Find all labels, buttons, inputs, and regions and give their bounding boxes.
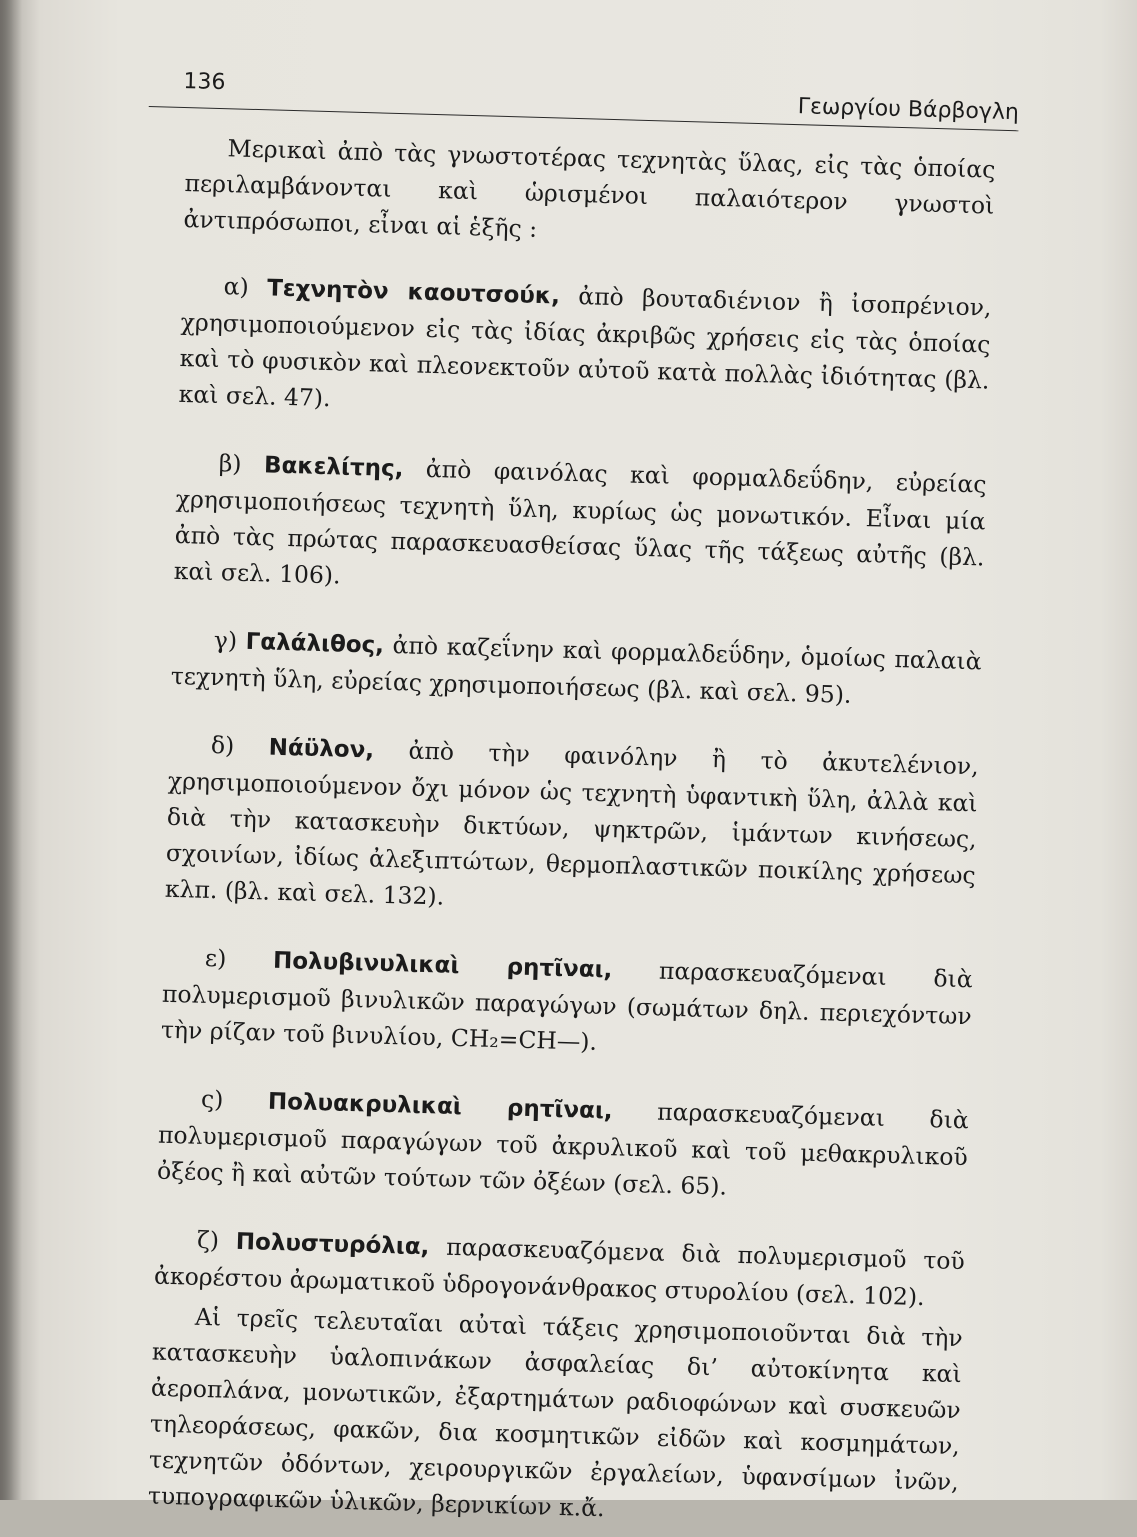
item-marker: δ) bbox=[210, 730, 235, 760]
item-term: Πολυστυρόλια, bbox=[235, 1228, 430, 1261]
running-title: Γεωργίου Βάρβογλη bbox=[797, 94, 1020, 126]
item-text: παρασκευαζόμεναι διὰ πολυμερισμοῦ παραγώγων τοῦ ἀκρυλικοῦ καὶ τοῦ μεθακρυλικοῦ ὀξέος ἢ καὶ αὐτῶν τούτων τῶν ὀξέων (σελ. 65). bbox=[156, 1097, 970, 1201]
item-marker: α) bbox=[223, 272, 250, 301]
item-marker: γ) bbox=[213, 626, 238, 655]
page-content bbox=[111, 62, 1020, 1523]
item-term: Πολυακρυλικαὶ ρητῖναι, bbox=[267, 1088, 613, 1125]
spine-shadow bbox=[0, 0, 22, 1500]
item-text: ἀπὸ τὴν φαινόλην ἢ τὸ ἀκυτελένιον, χρησιμοποιούμενον ὄχι μόνον ὡς τεχνητὴ ὑφαντικὴ ὕλη, ἀλλὰ καὶ διὰ τὴν κατασκευὴν δικτύων, ψηκτρῶν, ἱμάντων κινήσεως, σχοινίων, ἰδίως ἀλεξιπτώτων, θερμοπλαστικῶν ποικίλης χρήσεως κλπ. (βλ. καὶ σελ. 132). bbox=[164, 736, 980, 911]
item-term: Πολυβινυλικαὶ ρητῖναι, bbox=[272, 947, 613, 984]
item-term: Βακελίτης, bbox=[263, 452, 404, 483]
item-marker: ζ) bbox=[196, 1225, 220, 1255]
item-marker: ς) bbox=[200, 1084, 224, 1114]
list-item-b bbox=[173, 444, 987, 612]
body-text bbox=[147, 129, 995, 1536]
list-item-a bbox=[178, 267, 992, 435]
item-term: Γαλάλιθος, bbox=[245, 628, 385, 659]
item-text: ἀπὸ φαινόλας καὶ φορμαλδεΰδην, εὐρείας χρησιμοποιήσεως τεχνητὴ ὕλη, κυρίως ὡς μονωτικόν. Εἶναι μία ἀπὸ τὰς πρώτας παρασκευασθείσας ὕλας τῆς τάξεως αὐτῆς (βλ. καὶ σελ. 106). bbox=[173, 454, 987, 590]
page-number: 136 bbox=[183, 68, 226, 96]
item-term: Τεχνητὸν καουτσούκ, bbox=[266, 275, 561, 310]
running-header bbox=[149, 62, 1020, 131]
list-item-d bbox=[164, 726, 979, 930]
list-item-e bbox=[160, 939, 973, 1071]
list-item-c bbox=[170, 621, 982, 717]
item-marker: ε) bbox=[204, 943, 227, 973]
item-text: ἀπὸ βουταδιένιον ἢ ἰσοπρένιον, χρησιμοποιούμενον εἰς τὰς ἰδίας ἀκριβῶς χρήσεις εἰς τὰς ὁποίας καὶ τὸ φυσικὸν καὶ πλεονεκτοῦν αὐτοῦ κατὰ πολλὰς ἰδιότητας (βλ. καὶ σελ. 47). bbox=[178, 282, 992, 413]
intro-paragraph: Μερικαὶ ἀπὸ τὰς γνωστοτέρας τεχνητὰς ὕλας, εἰς τὰς ὁποίας περιλαμβάνονται καὶ ὡρισμένοι παλαιότερον γνωστοὶ ἀντιπρόσωποι, εἶναι αἱ ἑξῆς : bbox=[183, 134, 996, 243]
item-marker: β) bbox=[218, 449, 242, 478]
item-term: Νάϋλον, bbox=[268, 734, 375, 764]
item-text: παρασκευαζόμεναι διὰ πολυμερισμοῦ βινυλικῶν παραγώγων (σωμάτων δηλ. περιεχόντων τὴν ρίζαν τοῦ βινυλίου, CH₂=CH—). bbox=[160, 956, 974, 1056]
closing-paragraph: Αἱ τρεῖς τελευταῖαι αὐταὶ τάξεις χρησιμοποιοῦνται διὰ τὴν κατασκευὴν ὑαλοπινάκων ἀσφαλείας δι’ αὐτοκίνητα καὶ ἀεροπλάνα, μονωτικῶν, ἐξαρτημάτων ραδιοφώνων καὶ συσκευῶν τηλεοράσεως, φακῶν, δια κοσμητικῶν εἰδῶν καὶ κοσμημάτων, τεχνητῶν ὀδόντων, χειρουργικῶν ἐργαλείων, ὑφανσίμων ἰνῶν, τυπογραφικῶν ὑλικῶν, βερνικίων κ.ἄ. bbox=[147, 1302, 964, 1523]
item-text: ἀπὸ καζεΐνην καὶ φορμαλδεΰδην, ὁμοίως παλαιὰ τεχνητὴ ὕλη, εὐρείας χρησιμοποιήσεως (βλ. καὶ σελ. 95). bbox=[170, 631, 982, 709]
item-text: παρασκευαζόμενα διὰ πολυμερισμοῦ τοῦ ἀκορέστου ἀρωματικοῦ ὑδρογονάνθρακος στυρολίου (σελ. 102). bbox=[153, 1232, 966, 1312]
list-item-f bbox=[157, 1080, 970, 1212]
